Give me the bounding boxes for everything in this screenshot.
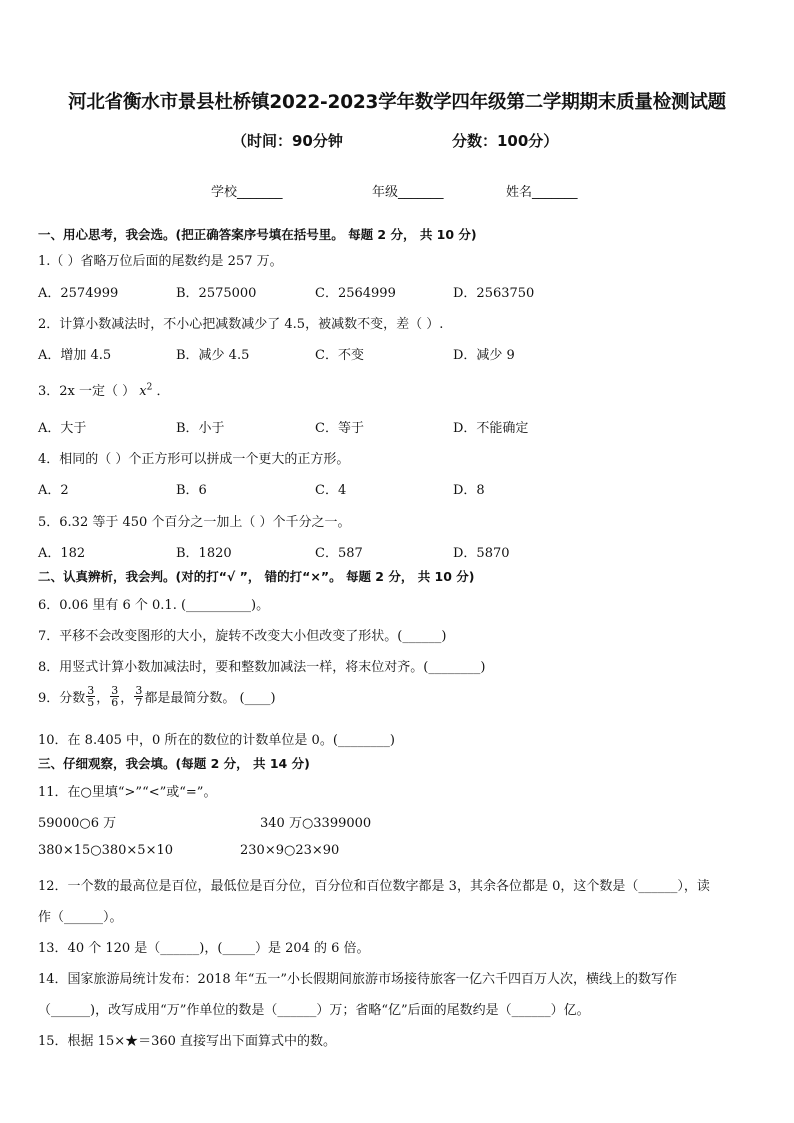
question-13: 13．40 个 120 是（______)，(_____）是 204 的 6 倍。 <box>38 941 370 956</box>
grade-field: 年级_______ <box>372 185 444 200</box>
question-15: 15．根据 15×★＝360 直接写出下面算式中的数。 <box>38 1034 337 1049</box>
question-10: 10．在 8.405 中，0 所在的数位的计数单位是 0。(________) <box>38 733 395 748</box>
question-11: 11．在○里填“>”“<”或“=”。 <box>38 785 217 800</box>
q3-option-b: B．小于 <box>176 421 225 436</box>
q3-option-a: A．大于 <box>38 421 87 436</box>
q3-option-c: C．等于 <box>315 421 364 436</box>
question-12-line-1: 12．一个数的最高位是百位，最低位是百分位，百分位和百位数字都是 3，其余各位都是 0，这个数是（______），读 <box>38 879 710 894</box>
q2-option-a: A．增加 4.5 <box>38 348 112 363</box>
q1-option-d: D．2563750 <box>453 286 535 301</box>
q11-item-a: 59000○6 万 <box>38 816 117 831</box>
fraction-3-6: $\frac{3}{6}$ <box>111 684 119 709</box>
question-8: 8．用竖式计算小数加减法时，要和整数加减法一样，将末位对齐。(________) <box>38 660 486 675</box>
q3-exponent: 2 <box>146 382 153 393</box>
name-field: 姓名_______ <box>506 185 578 200</box>
q9-suffix: 都是最简分数。 (____) <box>144 691 276 706</box>
exam-score: 分数：100分） <box>452 132 559 150</box>
q5-option-c: C．587 <box>315 546 363 561</box>
exam-time: （时间：90分钟 <box>232 132 343 150</box>
question-6: 6．0.06 里有 6 个 0.1. (__________)。 <box>38 598 270 613</box>
question-4: 4．相同的（ ）个正方形可以拼成一个更大的正方形。 <box>38 452 350 467</box>
q4-option-c: C．4 <box>315 483 347 498</box>
q4-option-d: D．8 <box>453 483 485 498</box>
q11-item-b: 340 万○3399000 <box>260 816 372 831</box>
exam-title: 河北省衡水市景县杜桥镇2022-2023学年数学四年级第二学期期末质量检测试题 <box>68 92 726 113</box>
q1-option-b: B．2575000 <box>176 286 257 301</box>
q4-option-b: B．6 <box>176 483 207 498</box>
question-1: 1.（ ）省略万位后面的尾数约是 257 万。 <box>38 254 283 269</box>
q3-option-d: D．不能确定 <box>453 421 529 436</box>
fraction-3-5: $\frac{3}{5}$ <box>87 684 95 709</box>
q3-text-a: 3．2x 一定（ ） <box>38 384 136 399</box>
q1-option-c: C．2564999 <box>315 286 396 301</box>
section-3-heading: 三、仔细观察，我会填。(每题 2 分， 共 14 分) <box>38 756 310 771</box>
question-5: 5．6.32 等于 450 个百分之一加上（ ）个千分之一。 <box>38 515 351 530</box>
question-9: 9．分数 $\frac{3}{5}$ ， $\frac{3}{6}$ ， $\frac{3}{7}$ 都是最简分数。 (____) <box>38 684 276 709</box>
q2-option-d: D．减少 9 <box>453 348 515 363</box>
q3-variable: x <box>139 384 147 399</box>
fraction-3-7: $\frac{3}{7}$ <box>135 684 143 709</box>
q9-prefix: 9．分数 <box>38 691 86 706</box>
question-14-line-2: （______)，改写成用“万”作单位的数是（______）万；省略“亿”后面的尾数约是（______）亿。 <box>38 1003 590 1018</box>
q11-item-c: 380×15○380×5×10 <box>38 843 174 858</box>
question-3 <box>38 380 170 399</box>
q5-option-b: B．1820 <box>176 546 232 561</box>
question-2: 2．计算小数减法时，不小心把减数减少了 4.5，被减数不变，差（ ）. <box>38 317 444 332</box>
q5-option-d: D．5870 <box>453 546 510 561</box>
question-14-line-1: 14．国家旅游局统计发布：2018 年“五一”小长假期间旅游市场接待旅客一亿六千四百万人次，横线上的数写作 <box>38 972 678 987</box>
q11-item-d: 230×9○23×90 <box>240 843 340 858</box>
q1-option-a: A．2574999 <box>38 286 119 301</box>
q3-text-b: ． <box>156 384 170 399</box>
q4-option-a: A．2 <box>38 483 69 498</box>
school-field: 学校_______ <box>211 185 283 200</box>
q2-option-c: C．不变 <box>315 348 364 363</box>
section-1-heading: 一、用心思考，我会选。(把正确答案序号填在括号里。 每题 2 分， 共 10 分) <box>38 227 477 242</box>
section-2-heading: 二、认真辨析，我会判。(对的打“√ ”， 错的打“×”。 每题 2 分， 共 10 分) <box>38 569 475 584</box>
q2-option-b: B．减少 4.5 <box>176 348 250 363</box>
q5-option-a: A．182 <box>38 546 86 561</box>
question-7: 7．平移不会改变图形的大小，旋转不改变大小但改变了形状。(______) <box>38 629 447 644</box>
question-12-line-2: 作（______）。 <box>38 910 123 925</box>
